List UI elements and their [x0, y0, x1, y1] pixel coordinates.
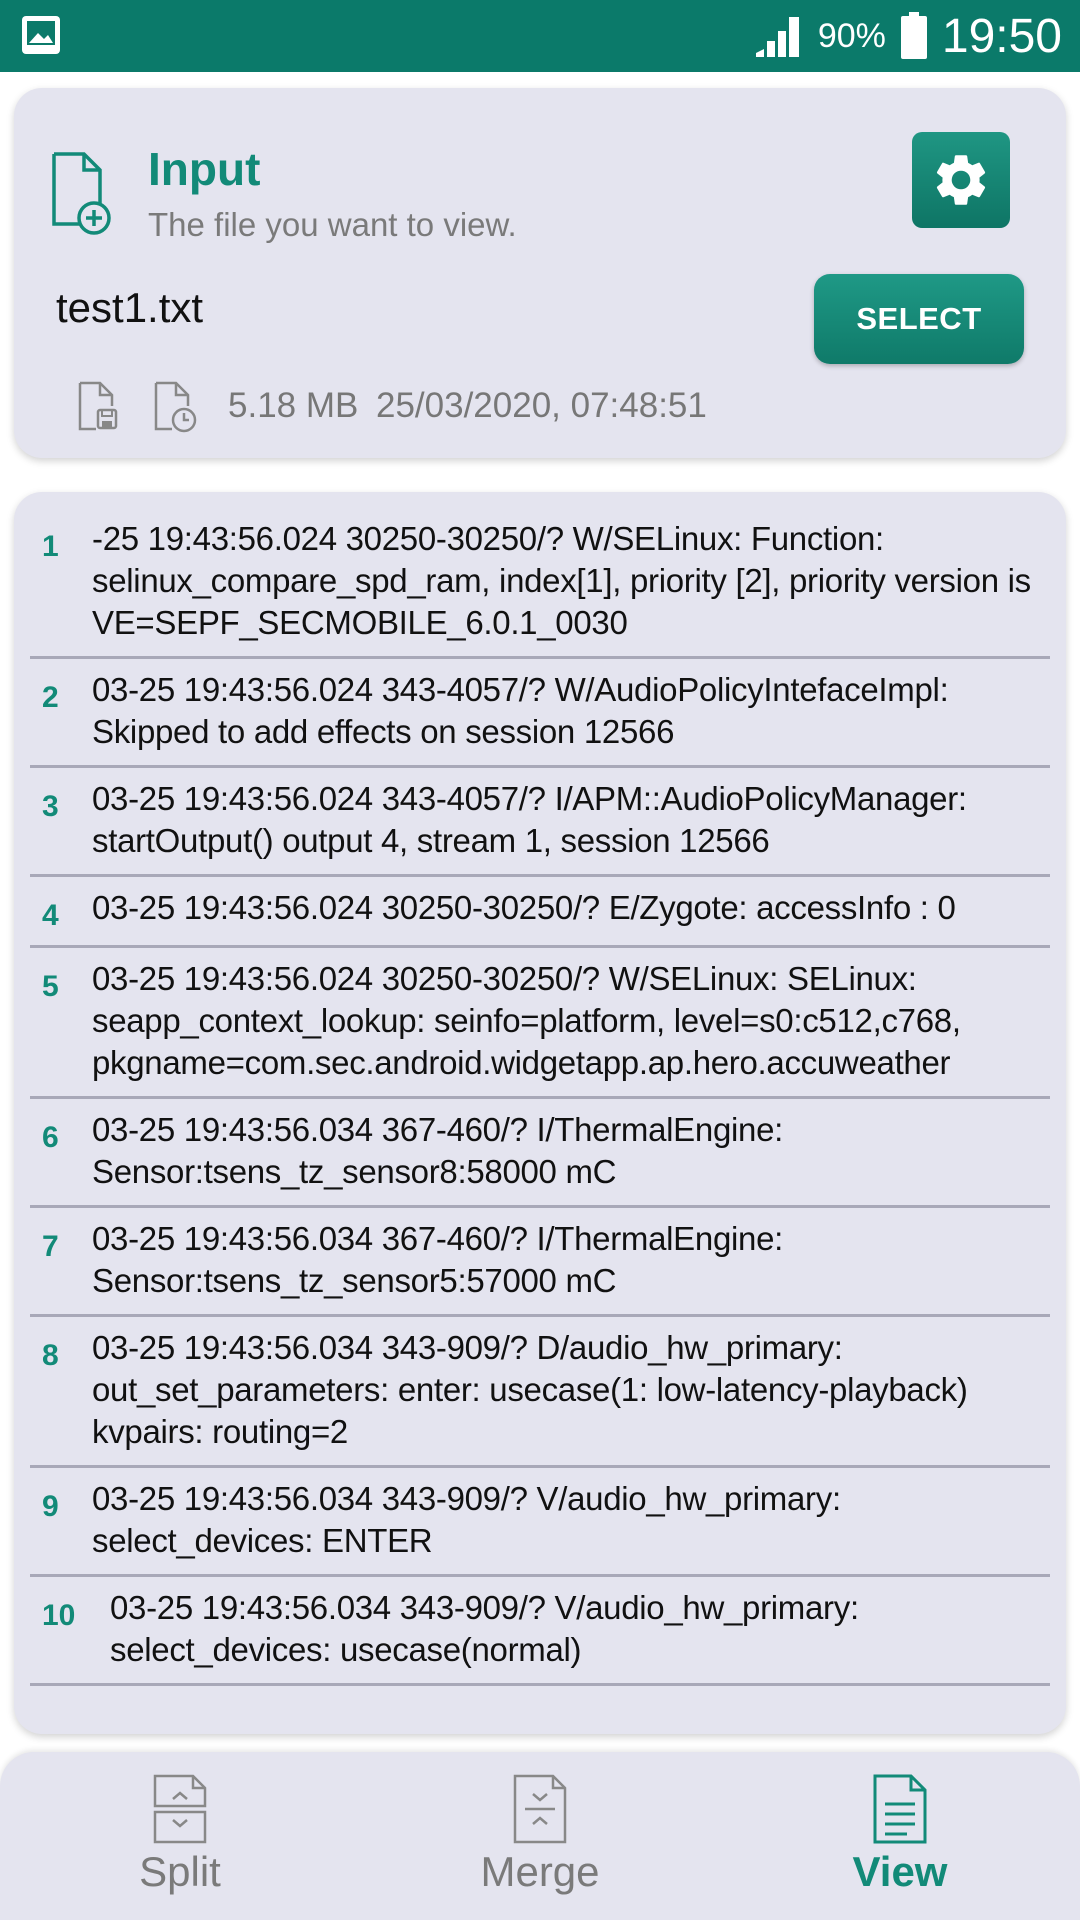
- line-number: 6: [42, 1121, 59, 1154]
- nav-split[interactable]: [70, 1772, 290, 1896]
- log-row: [30, 1317, 1050, 1468]
- gear-icon: [930, 149, 992, 211]
- log-text: 03-25 19:43:56.034 367-460/? I/ThermalEngine: Sensor:tsens_tz_sensor8:58000 mC: [92, 1111, 784, 1190]
- line-number: 10: [42, 1599, 76, 1632]
- log-text: 03-25 19:43:56.024 30250-30250/? W/SELinux: SELinux: seapp_context_lookup: seinfo=platform, level=s0:c512,c768, pkgname=com.sec.android.widgetapp.ap.hero.accuweather: [92, 960, 961, 1081]
- line-number: 8: [42, 1339, 59, 1372]
- log-text: 03-25 19:43:56.024 343-4057/? I/APM::AudioPolicyManager: startOutput() output 4, stream 1, session 12566: [92, 780, 967, 859]
- file-date: 25/03/2020, 07:48:51: [376, 386, 707, 425]
- line-number: 1: [42, 530, 59, 563]
- file-clock-icon: [152, 380, 198, 434]
- line-number: 4: [42, 899, 59, 932]
- file-save-icon: [76, 380, 120, 432]
- nav-view-label: View: [852, 1848, 948, 1895]
- nav-view[interactable]: [790, 1772, 1010, 1896]
- bottom-navigation: [0, 1752, 1080, 1920]
- file-size: 5.18 MB: [228, 386, 359, 425]
- line-number: 5: [42, 970, 59, 1003]
- file-name: test1.txt: [56, 284, 204, 331]
- log-text: 03-25 19:43:56.034 367-460/? I/ThermalEngine: Sensor:tsens_tz_sensor5:57000 mC: [92, 1220, 784, 1299]
- line-number: 9: [42, 1490, 59, 1523]
- split-icon: [151, 1772, 209, 1846]
- log-row: [30, 508, 1050, 659]
- log-row: [30, 948, 1050, 1099]
- log-text: 03-25 19:43:56.024 343-4057/? W/AudioPolicyIntefaceImpl: Skipped to add effects on session 12566: [92, 671, 949, 750]
- input-card: [14, 88, 1066, 458]
- signal-icon: [752, 13, 804, 59]
- log-row: [30, 659, 1050, 768]
- status-time: 19:50: [941, 9, 1062, 63]
- battery-percent: 90%: [817, 16, 886, 55]
- file-add-icon: [48, 150, 118, 240]
- log-row: [30, 877, 1050, 948]
- nav-split-label: Split: [139, 1848, 221, 1895]
- settings-button[interactable]: [912, 132, 1010, 228]
- select-button[interactable]: SELECT: [814, 274, 1024, 364]
- status-bar: [0, 0, 1080, 72]
- log-viewer-card[interactable]: [14, 492, 1066, 1734]
- log-row: [30, 1099, 1050, 1208]
- view-document-icon: [871, 1772, 929, 1846]
- log-text: 03-25 19:43:56.034 343-909/? V/audio_hw_primary: select_devices: usecase(normal): [110, 1589, 859, 1668]
- line-number: 7: [42, 1230, 59, 1263]
- nav-merge-label: Merge: [480, 1848, 600, 1895]
- log-row: [30, 1468, 1050, 1577]
- log-list[interactable]: [30, 508, 1050, 1686]
- line-number: 2: [42, 681, 59, 714]
- log-text: -25 19:43:56.024 30250-30250/? W/SELinux: Function: selinux_compare_spd_ram, index[1], priority [2], priority version is VE=SEPF_SECMOBILE_6.0.1_0030: [92, 520, 1031, 641]
- input-title: Input: [148, 143, 261, 195]
- log-row: [30, 768, 1050, 877]
- nav-merge[interactable]: [430, 1772, 650, 1896]
- log-text: 03-25 19:43:56.034 343-909/? D/audio_hw_primary: out_set_parameters: enter: usecase(1: low-latency-playback) kvpairs: routing=2: [92, 1329, 968, 1450]
- log-row: [30, 1208, 1050, 1317]
- input-subtitle: The file you want to view.: [148, 206, 517, 243]
- battery-icon: [900, 12, 928, 60]
- log-row: [30, 1577, 1050, 1686]
- log-text: 03-25 19:43:56.034 343-909/? V/audio_hw_primary: select_devices: ENTER: [92, 1480, 841, 1559]
- merge-icon: [511, 1772, 569, 1846]
- line-number: 3: [42, 790, 59, 823]
- image-icon: [20, 14, 62, 56]
- log-text: 03-25 19:43:56.024 30250-30250/? E/Zygote: accessInfo : 0: [92, 889, 956, 926]
